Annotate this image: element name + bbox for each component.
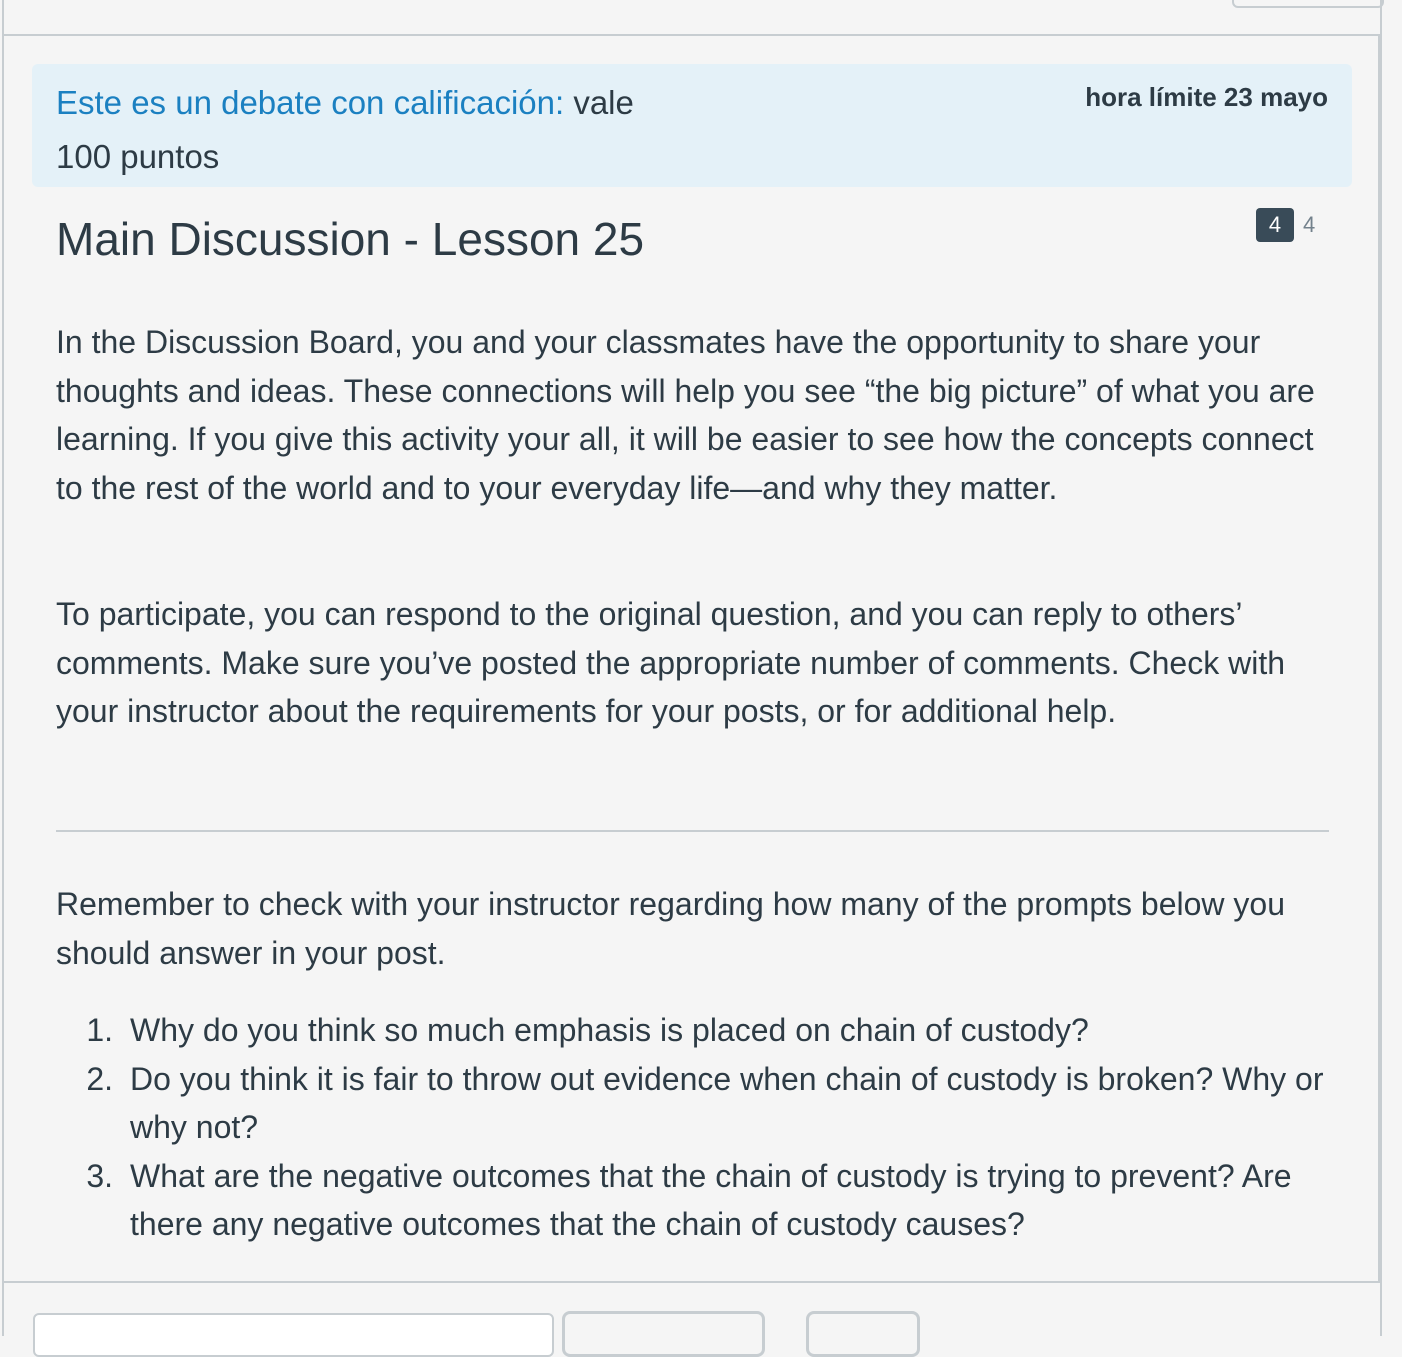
reply-counts [1256, 208, 1315, 242]
list-item-number: 3. [86, 1157, 113, 1194]
list-item [56, 1152, 1346, 1249]
list-item-number: 2. [86, 1060, 113, 1097]
total-count: 4 [1303, 212, 1316, 237]
prompt-list [56, 1006, 1346, 1249]
frame-border-left [2, 0, 4, 34]
divider [56, 830, 1329, 832]
discussion-title: Main Discussion - Lesson 25 [56, 213, 645, 265]
participation-paragraph: To participate, you can respond to the original question, and you can reply to others’ comments. Make sure you’ve posted the appropriate number of comments. Check with your instructor about the requirements for your posts, or for additional help. [56, 596, 1286, 730]
points-value: 100 puntos [56, 138, 220, 175]
list-item-text: Why do you think so much emphasis is placed on chain of custody? [130, 1012, 1089, 1048]
list-item [56, 1055, 1346, 1152]
graded-label: Este es un debate con calificación: [56, 84, 565, 121]
due-date: hora límite 23 mayo [1085, 82, 1328, 112]
discussion-body [56, 318, 1346, 512]
list-item-text: What are the negative outcomes that the chain of custody is trying to prevent? Are there any negative outcomes that the chain of custody causes? [130, 1157, 1292, 1243]
list-item [56, 1006, 1346, 1055]
prompt-reminder-paragraph: Remember to check with your instructor regarding how many of the prompts below you should answer in your post. [56, 886, 1285, 971]
top-button[interactable] [1232, 0, 1384, 8]
intro-paragraph: In the Discussion Board, you and your classmates have the opportunity to share your thoughts and ideas. These connections will help you see “the big picture” of what you are learning. If you give this activity your all, it will be easier to see how the concepts connect to the rest of the world and to your everyday life—and why they matter. [56, 324, 1315, 506]
toolbar-button-small[interactable] [806, 1311, 920, 1357]
search-entries-input[interactable] [33, 1313, 554, 1357]
list-item-number: 1. [86, 1012, 113, 1048]
graded-info [56, 76, 776, 184]
toolbar-button[interactable] [562, 1311, 765, 1357]
graded-value: vale [564, 84, 634, 121]
frame-border-left-lower [2, 1283, 4, 1336]
graded-discussion-banner [32, 64, 1352, 187]
unread-count-badge[interactable]: 4 [1256, 208, 1294, 242]
frame-border-right [1380, 0, 1382, 1336]
list-item-text: Do you think it is fair to throw out evidence when chain of custody is broken? Why or why not? [130, 1060, 1324, 1146]
